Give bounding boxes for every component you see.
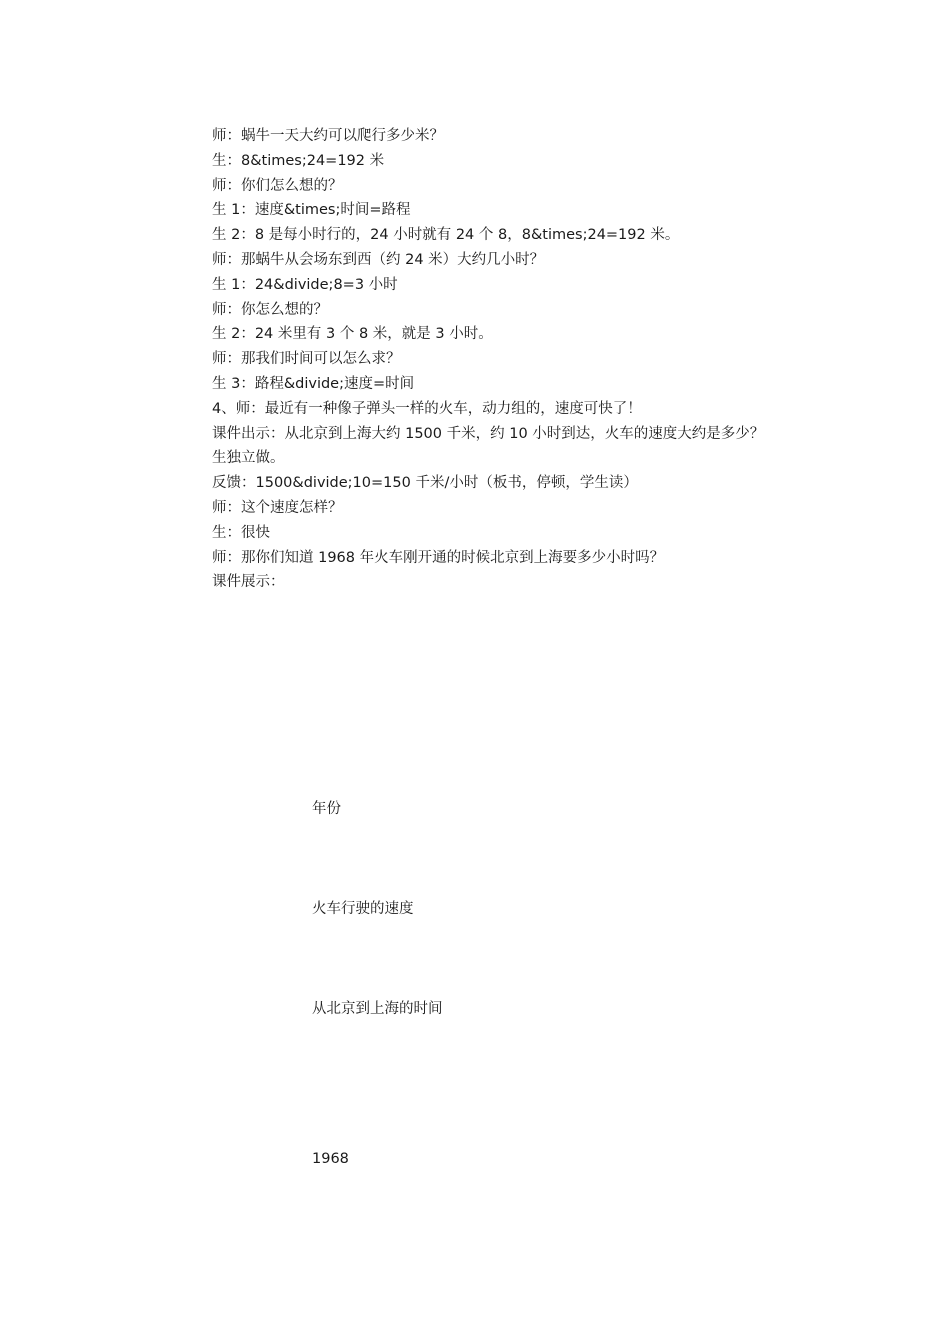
transcript-line: 反馈：1500&divide;10=150 千米/小时（板书，停顿，学生读） <box>212 475 638 492</box>
transcript-line: 生 3：路程&divide;速度=时间 <box>212 375 415 392</box>
table-row-label-year: 年份 <box>312 801 341 817</box>
transcript-line: 师：那我们时间可以怎么求？ <box>212 351 401 368</box>
transcript-line: 师：那蜗牛从会场东到西（约 24 米）大约几小时？ <box>212 251 545 268</box>
transcript-line: 生独立做。 <box>212 450 285 467</box>
transcript-line: 师：这个速度怎样？ <box>212 499 343 516</box>
lesson-transcript <box>142 124 822 595</box>
transcript-line: 师：蜗牛一天大约可以爬行多少米？ <box>212 128 444 144</box>
transcript-line: 生 2：24 米里有 3 个 8 米，就是 3 小时。 <box>212 326 493 343</box>
table-row-label-time: 从北京到上海的时间 <box>312 1001 443 1017</box>
transcript-line: 生：很快 <box>212 524 270 541</box>
transcript-line: 师：你们怎么想的？ <box>212 177 343 194</box>
transcript-line: 生 1：速度&times;时间=路程 <box>212 202 411 219</box>
transcript-line: 课件展示： <box>212 574 285 591</box>
table-row-label-speed: 火车行驶的速度 <box>312 901 414 917</box>
transcript-line: 课件出示：从北京到上海大约 1500 千米，约 10 小时到达，火车的速度大约是多少？ <box>212 425 765 442</box>
transcript-line: 4、师：最近有一种像子弹头一样的火车，动力组的，速度可快了！ <box>212 400 642 417</box>
transcript-line: 师：那你们知道 1968 年火车刚开通的时候北京到上海要多少小时吗？ <box>212 549 665 566</box>
transcript-line: 生 2：8 是每小时行的，24 小时就有 24 个 8，8&times;24=192 米。 <box>212 227 680 244</box>
transcript-line: 生 1：24&divide;8=3 小时 <box>212 276 398 293</box>
table-cell-year-1968: 1968 <box>312 1151 349 1167</box>
transcript-line: 师：你怎么想的？ <box>212 301 328 318</box>
transcript-line: 生：8&times;24=192 米 <box>212 152 385 169</box>
